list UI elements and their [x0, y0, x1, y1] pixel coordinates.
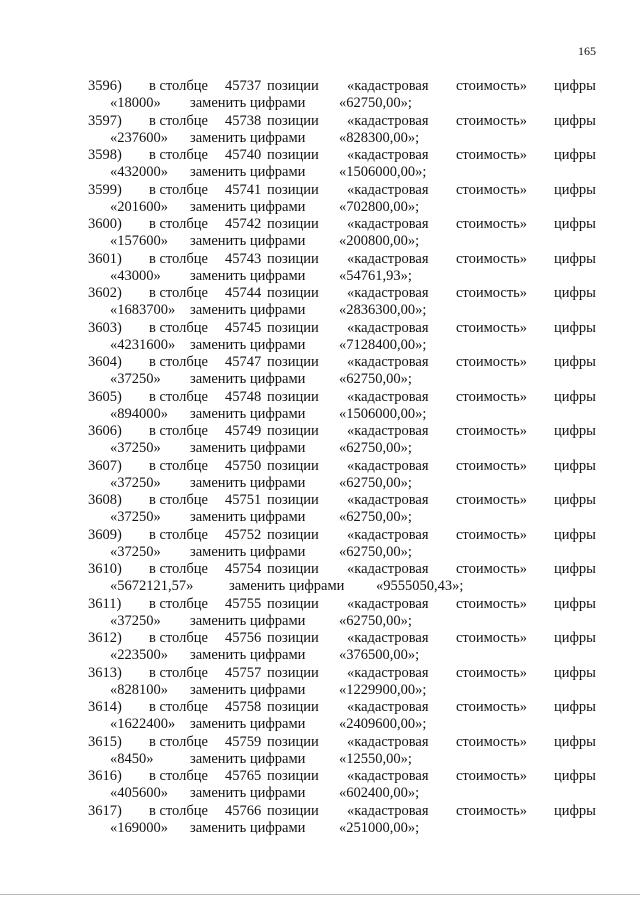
- column-number: 45750: [225, 457, 262, 474]
- column-number: 45759: [225, 733, 262, 750]
- amendment-line-1: [0, 596, 640, 613]
- replace-phrase: заменить цифрами: [190, 302, 306, 318]
- cost-word: стоимость»: [456, 78, 528, 94]
- replace-phrase: заменить цифрами: [190, 647, 306, 663]
- amendment-entry: [0, 768, 640, 803]
- cadastral-word: «кадастровая: [347, 285, 429, 301]
- amendment-line-1: [0, 527, 640, 544]
- amendment-line-1: [0, 423, 640, 440]
- old-value: «37250»: [110, 543, 161, 560]
- cost-word: стоимость»: [456, 147, 528, 163]
- amendment-line-2: [0, 337, 640, 354]
- cost-word: стоимость»: [456, 630, 528, 646]
- digits-word: цифры: [554, 492, 596, 508]
- column-number: 45756: [225, 630, 262, 646]
- item-number: 3599): [88, 181, 122, 198]
- cadastral-word: «кадастровая: [347, 526, 429, 543]
- cadastral-word: «кадастровая: [347, 595, 429, 612]
- amendment-line-2: [0, 751, 640, 768]
- new-value: «62750,00»;: [339, 543, 412, 560]
- amendment-entry: [0, 596, 640, 631]
- column-phrase: в столбце: [149, 147, 208, 163]
- position-word: позиции: [267, 492, 319, 508]
- amendment-line-2: [0, 820, 640, 837]
- digits-word: цифры: [554, 78, 596, 94]
- amendment-line-1: [0, 630, 640, 647]
- new-value: «2409600,00»;: [339, 716, 427, 732]
- position-word: позиции: [267, 630, 319, 646]
- digits-word: цифры: [554, 354, 596, 370]
- old-value: «37250»: [110, 612, 161, 629]
- digits-word: цифры: [554, 216, 596, 232]
- old-value: «5672121,57»: [110, 578, 194, 594]
- column-phrase: в столбце: [149, 112, 208, 129]
- position-word: позиции: [267, 699, 319, 715]
- old-value: «37250»: [110, 474, 161, 491]
- amendment-line-1: [0, 734, 640, 751]
- column-phrase: в столбце: [149, 78, 208, 94]
- item-number: 3612): [88, 630, 122, 646]
- amendment-entry: [0, 147, 640, 182]
- position-word: позиции: [267, 250, 319, 267]
- amendment-line-1: [0, 113, 640, 130]
- old-value: «8450»: [110, 750, 154, 767]
- item-number: 3613): [88, 664, 122, 681]
- digits-word: цифры: [554, 526, 596, 543]
- column-phrase: в столбце: [149, 250, 208, 267]
- digits-word: цифры: [554, 181, 596, 198]
- cadastral-word: «кадастровая: [347, 664, 429, 681]
- amendment-line-1: [0, 147, 640, 164]
- column-number: 45745: [225, 319, 262, 336]
- cadastral-word: «кадастровая: [347, 78, 429, 94]
- column-number: 45738: [225, 112, 262, 129]
- amendment-entry: [0, 216, 640, 251]
- item-number: 3614): [88, 699, 122, 715]
- amendment-entry: [0, 285, 640, 320]
- cost-word: стоимость»: [456, 699, 528, 715]
- cadastral-word: «кадастровая: [347, 181, 429, 198]
- old-value: «169000»: [110, 819, 168, 836]
- cost-word: стоимость»: [456, 285, 528, 301]
- replace-phrase: заменить цифрами: [190, 405, 306, 422]
- item-number: 3604): [88, 354, 122, 370]
- cadastral-word: «кадастровая: [347, 561, 429, 577]
- amendment-line-1: [0, 768, 640, 785]
- cadastral-word: «кадастровая: [347, 733, 429, 750]
- cost-word: стоимость»: [456, 768, 528, 784]
- digits-word: цифры: [554, 561, 596, 577]
- digits-word: цифры: [554, 664, 596, 681]
- digits-word: цифры: [554, 319, 596, 336]
- cost-word: стоимость»: [456, 561, 528, 577]
- amendment-entry: [0, 320, 640, 355]
- cost-word: стоимость»: [456, 319, 528, 336]
- column-phrase: в столбце: [149, 354, 208, 370]
- digits-word: цифры: [554, 250, 596, 267]
- replace-phrase: заменить цифрами: [190, 198, 306, 215]
- item-number: 3607): [88, 457, 122, 474]
- cadastral-word: «кадастровая: [347, 492, 429, 508]
- cost-word: стоимость»: [456, 664, 528, 681]
- cost-word: стоимость»: [456, 354, 528, 370]
- item-number: 3615): [88, 733, 122, 750]
- amendment-line-1: [0, 216, 640, 233]
- footer-rule: [0, 894, 640, 895]
- amendment-line-1: [0, 320, 640, 337]
- amendment-entry: [0, 251, 640, 286]
- column-number: 45737: [225, 78, 262, 94]
- amendment-entry: [0, 182, 640, 217]
- position-word: позиции: [267, 319, 319, 336]
- cadastral-word: «кадастровая: [347, 354, 429, 370]
- amendment-line-1: [0, 699, 640, 716]
- cost-word: стоимость»: [456, 423, 528, 439]
- position-word: позиции: [267, 733, 319, 750]
- amendment-line-2: [0, 509, 640, 526]
- item-number: 3603): [88, 319, 122, 336]
- item-number: 3601): [88, 250, 122, 267]
- position-word: позиции: [267, 388, 319, 405]
- page-number: 165: [578, 44, 596, 58]
- cost-word: стоимость»: [456, 250, 528, 267]
- old-value: «1683700»: [110, 302, 176, 318]
- amendment-line-2: [0, 544, 640, 561]
- column-number: 45758: [225, 699, 262, 715]
- new-value: «1229900,00»;: [339, 681, 427, 698]
- digits-word: цифры: [554, 285, 596, 301]
- replace-phrase: заменить цифрами: [190, 543, 306, 560]
- replace-phrase: заменить цифрами: [190, 164, 306, 180]
- position-word: позиции: [267, 423, 319, 439]
- cost-word: стоимость»: [456, 216, 528, 232]
- amendment-line-2: [0, 406, 640, 423]
- new-value: «828300,00»;: [339, 129, 420, 146]
- position-word: позиции: [267, 78, 319, 94]
- column-phrase: в столбце: [149, 630, 208, 646]
- position-word: позиции: [267, 285, 319, 301]
- cadastral-word: «кадастровая: [347, 319, 429, 336]
- item-number: 3609): [88, 526, 122, 543]
- new-value: «2836300,00»;: [339, 302, 427, 318]
- new-value: «62750,00»;: [339, 474, 412, 491]
- column-phrase: в столбце: [149, 285, 208, 301]
- column-phrase: в столбце: [149, 699, 208, 715]
- replace-phrase: заменить цифрами: [190, 267, 306, 284]
- amendment-line-2: [0, 130, 640, 147]
- digits-word: цифры: [554, 802, 596, 819]
- replace-phrase: заменить цифрами: [190, 474, 306, 491]
- cost-word: стоимость»: [456, 595, 528, 612]
- cost-word: стоимость»: [456, 733, 528, 750]
- cost-word: стоимость»: [456, 526, 528, 543]
- digits-word: цифры: [554, 768, 596, 784]
- cost-word: стоимость»: [456, 388, 528, 405]
- position-word: позиции: [267, 457, 319, 474]
- position-word: позиции: [267, 147, 319, 163]
- item-number: 3600): [88, 216, 122, 232]
- replace-phrase: заменить цифрами: [190, 371, 306, 387]
- column-number: 45751: [225, 492, 262, 508]
- position-word: позиции: [267, 354, 319, 370]
- digits-word: цифры: [554, 457, 596, 474]
- old-value: «37250»: [110, 371, 161, 387]
- digits-word: цифры: [554, 630, 596, 646]
- new-value: «602400,00»;: [339, 785, 420, 801]
- digits-word: цифры: [554, 595, 596, 612]
- old-value: «157600»: [110, 233, 168, 249]
- digits-word: цифры: [554, 147, 596, 163]
- cadastral-word: «кадастровая: [347, 147, 429, 163]
- amendment-line-1: [0, 251, 640, 268]
- new-value: «1506000,00»;: [339, 164, 427, 180]
- column-phrase: в столбце: [149, 319, 208, 336]
- item-number: 3610): [88, 561, 122, 577]
- item-number: 3596): [88, 78, 122, 94]
- column-phrase: в столбце: [149, 802, 208, 819]
- column-number: 45757: [225, 664, 262, 681]
- amendment-line-1: [0, 665, 640, 682]
- new-value: «54761,93»;: [339, 267, 412, 284]
- old-value: «37250»: [110, 440, 161, 456]
- amendment-entry: [0, 561, 640, 596]
- amendment-line-1: [0, 458, 640, 475]
- amendment-entry: [0, 630, 640, 665]
- amendment-line-2: [0, 268, 640, 285]
- cost-word: стоимость»: [456, 457, 528, 474]
- new-value: «62750,00»;: [339, 509, 412, 525]
- old-value: «405600»: [110, 785, 168, 801]
- column-number: 45752: [225, 526, 262, 543]
- column-number: 45749: [225, 423, 262, 439]
- old-value: «1622400»: [110, 716, 176, 732]
- item-number: 3617): [88, 802, 122, 819]
- cadastral-word: «кадастровая: [347, 388, 429, 405]
- column-phrase: в столбце: [149, 733, 208, 750]
- item-number: 3608): [88, 492, 122, 508]
- replace-phrase: заменить цифрами: [190, 716, 306, 732]
- column-phrase: в столбце: [149, 492, 208, 508]
- cost-word: стоимость»: [456, 112, 528, 129]
- amendment-line-1: [0, 561, 640, 578]
- replace-phrase: заменить цифрами: [190, 233, 306, 249]
- new-value: «62750,00»;: [339, 371, 412, 387]
- column-phrase: в столбце: [149, 664, 208, 681]
- replace-phrase: заменить цифрами: [190, 819, 306, 836]
- old-value: «201600»: [110, 198, 168, 215]
- cadastral-word: «кадастровая: [347, 768, 429, 784]
- old-value: «18000»: [110, 95, 161, 111]
- amendment-line-2: [0, 371, 640, 388]
- cost-word: стоимость»: [456, 181, 528, 198]
- amendment-entry: [0, 78, 640, 113]
- item-number: 3611): [88, 595, 122, 612]
- digits-word: цифры: [554, 112, 596, 129]
- position-word: позиции: [267, 112, 319, 129]
- amendment-line-2: [0, 578, 640, 595]
- digits-word: цифры: [554, 699, 596, 715]
- item-number: 3598): [88, 147, 122, 163]
- digits-word: цифры: [554, 733, 596, 750]
- position-word: позиции: [267, 802, 319, 819]
- replace-phrase: заменить цифрами: [190, 336, 306, 353]
- new-value: «376500,00»;: [339, 647, 420, 663]
- replace-phrase: заменить цифрами: [229, 578, 345, 594]
- cadastral-word: «кадастровая: [347, 699, 429, 715]
- position-word: позиции: [267, 526, 319, 543]
- new-value: «702800,00»;: [339, 198, 420, 215]
- new-value: «7128400,00»;: [339, 336, 427, 353]
- amendment-line-2: [0, 785, 640, 802]
- amendment-entry: [0, 665, 640, 700]
- column-phrase: в столбце: [149, 561, 208, 577]
- amendment-line-1: [0, 492, 640, 509]
- item-number: 3606): [88, 423, 122, 439]
- replace-phrase: заменить цифрами: [190, 612, 306, 629]
- amendment-entry: [0, 699, 640, 734]
- old-value: «43000»: [110, 267, 161, 284]
- column-phrase: в столбце: [149, 388, 208, 405]
- new-value: «62750,00»;: [339, 95, 412, 111]
- cadastral-word: «кадастровая: [347, 802, 429, 819]
- amendment-line-2: [0, 440, 640, 457]
- new-value: «9555050,43»;: [376, 578, 464, 594]
- column-phrase: в столбце: [149, 457, 208, 474]
- replace-phrase: заменить цифрами: [190, 509, 306, 525]
- position-word: позиции: [267, 595, 319, 612]
- position-word: позиции: [267, 181, 319, 198]
- amendment-line-2: [0, 647, 640, 664]
- column-phrase: в столбце: [149, 768, 208, 784]
- replace-phrase: заменить цифрами: [190, 681, 306, 698]
- amendment-entry: [0, 492, 640, 527]
- amendment-line-2: [0, 233, 640, 250]
- column-number: 45755: [225, 595, 262, 612]
- amendment-line-2: [0, 475, 640, 492]
- column-number: 45740: [225, 147, 262, 163]
- amendment-entry: [0, 458, 640, 493]
- old-value: «4231600»: [110, 336, 176, 353]
- item-number: 3602): [88, 285, 122, 301]
- new-value: «1506000,00»;: [339, 405, 427, 422]
- column-phrase: в столбце: [149, 526, 208, 543]
- amendment-line-2: [0, 302, 640, 319]
- position-word: позиции: [267, 216, 319, 232]
- item-number: 3616): [88, 768, 122, 784]
- amendment-line-2: [0, 716, 640, 733]
- cadastral-word: «кадастровая: [347, 457, 429, 474]
- column-phrase: в столбце: [149, 216, 208, 232]
- amendment-line-1: [0, 182, 640, 199]
- amendment-entry: [0, 113, 640, 148]
- old-value: «894000»: [110, 405, 168, 422]
- position-word: позиции: [267, 768, 319, 784]
- amendment-entry: [0, 423, 640, 458]
- cadastral-word: «кадастровая: [347, 423, 429, 439]
- amendment-line-2: [0, 95, 640, 112]
- cost-word: стоимость»: [456, 802, 528, 819]
- column-number: 45743: [225, 250, 262, 267]
- column-phrase: в столбце: [149, 423, 208, 439]
- column-number: 45748: [225, 388, 262, 405]
- cadastral-word: «кадастровая: [347, 112, 429, 129]
- cadastral-word: «кадастровая: [347, 216, 429, 232]
- new-value: «62750,00»;: [339, 440, 412, 456]
- cadastral-word: «кадастровая: [347, 630, 429, 646]
- position-word: позиции: [267, 561, 319, 577]
- old-value: «432000»: [110, 164, 168, 180]
- column-number: 45765: [225, 768, 262, 784]
- item-number: 3605): [88, 388, 122, 405]
- column-phrase: в столбце: [149, 181, 208, 198]
- replace-phrase: заменить цифрами: [190, 95, 306, 111]
- amendment-line-1: [0, 389, 640, 406]
- amendment-entry: [0, 389, 640, 424]
- amendment-line-1: [0, 354, 640, 371]
- column-number: 45744: [225, 285, 262, 301]
- amendment-line-1: [0, 285, 640, 302]
- column-number: 45741: [225, 181, 262, 198]
- column-number: 45747: [225, 354, 262, 370]
- new-value: «200800,00»;: [339, 233, 420, 249]
- column-number: 45766: [225, 802, 262, 819]
- replace-phrase: заменить цифрами: [190, 129, 306, 146]
- old-value: «37250»: [110, 509, 161, 525]
- digits-word: цифры: [554, 423, 596, 439]
- digits-word: цифры: [554, 388, 596, 405]
- column-number: 45754: [225, 561, 262, 577]
- old-value: «223500»: [110, 647, 168, 663]
- amendment-line-1: [0, 78, 640, 95]
- column-phrase: в столбце: [149, 595, 208, 612]
- old-value: «237600»: [110, 129, 168, 146]
- cost-word: стоимость»: [456, 492, 528, 508]
- amendment-line-2: [0, 164, 640, 181]
- amendment-line-2: [0, 613, 640, 630]
- new-value: «251000,00»;: [339, 819, 420, 836]
- new-value: «12550,00»;: [339, 750, 412, 767]
- old-value: «828100»: [110, 681, 168, 698]
- amendment-entry: [0, 527, 640, 562]
- cadastral-word: «кадастровая: [347, 250, 429, 267]
- amendment-entry: [0, 734, 640, 769]
- item-number: 3597): [88, 112, 122, 129]
- position-word: позиции: [267, 664, 319, 681]
- amendment-entry: [0, 354, 640, 389]
- amendment-list: [0, 78, 640, 837]
- amendment-line-2: [0, 199, 640, 216]
- amendment-line-2: [0, 682, 640, 699]
- replace-phrase: заменить цифрами: [190, 440, 306, 456]
- new-value: «62750,00»;: [339, 612, 412, 629]
- replace-phrase: заменить цифрами: [190, 750, 306, 767]
- column-number: 45742: [225, 216, 262, 232]
- amendment-line-1: [0, 803, 640, 820]
- amendment-entry: [0, 803, 640, 838]
- replace-phrase: заменить цифрами: [190, 785, 306, 801]
